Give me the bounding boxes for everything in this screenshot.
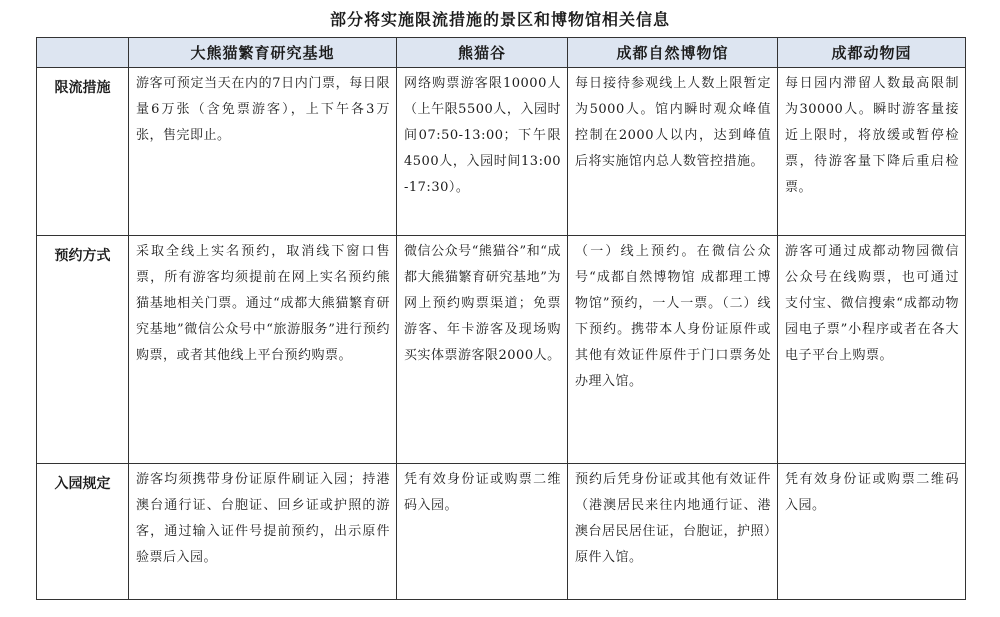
cell-museum-booking: （一）线上预约。在微信公众号“成都自然博物馆 成都理工博物馆”预约，一人一票。（二）线下预约。携带本人身份证原件或其他有效证件原件于门口票务处办理入馆。 <box>568 236 778 464</box>
cell-panda-base-entry: 游客均须携带身份证原件刷证入园；持港澳台通行证、台胞证、回乡证或护照的游客，通过输入证件号提前预约，出示原件验票后入园。 <box>129 464 397 600</box>
cell-panda-base-limit: 游客可预定当天在内的7日内门票，每日限量6万张（含免票游客），上下午各3万张，售完即止。 <box>129 68 397 236</box>
cell-zoo-entry: 凭有效身份证或购票二维码入园。 <box>778 464 966 600</box>
row-label-entry-rules: 入园规定 <box>37 464 129 600</box>
table-row <box>37 464 966 600</box>
cell-museum-limit: 每日接待参观线上人数上限暂定为5000人。馆内瞬时观众峰值控制在2000人以内，达到峰值后将实施馆内总人数管控措施。 <box>568 68 778 236</box>
cell-panda-valley-limit: 网络购票游客限10000人（上午限5500人，入园时间07:50-13:00；下午限4500人，入园时间13:00-17:30）。 <box>397 68 568 236</box>
document-title: 部分将实施限流措施的景区和博物馆相关信息 <box>329 10 670 29</box>
cell-panda-valley-entry: 凭有效身份证或购票二维码入园。 <box>397 464 568 600</box>
cell-panda-valley-booking: 微信公众号“熊猫谷”和“成都大熊猫繁育研究基地”为网上预约购票渠道；免票游客、年卡游客及现场购买实体票游客限2000人。 <box>397 236 568 464</box>
table-row <box>37 236 966 464</box>
table-header-row <box>37 38 966 68</box>
table-row <box>37 68 966 236</box>
info-table <box>36 37 966 600</box>
row-label-booking-method: 预约方式 <box>37 236 129 464</box>
row-label-limit-measures: 限流措施 <box>37 68 129 236</box>
header-natural-history-museum: 成都自然博物馆 <box>568 38 778 68</box>
header-corner-cell <box>37 38 129 68</box>
cell-zoo-limit: 每日园内滞留人数最高限制为30000人。瞬时游客量接近上限时，将放缓或暂停检票，待游客量下降后重启检票。 <box>778 68 966 236</box>
header-panda-base: 大熊猫繁育研究基地 <box>129 38 397 68</box>
header-chengdu-zoo: 成都动物园 <box>778 38 966 68</box>
cell-zoo-booking: 游客可通过成都动物园微信公众号在线购票，也可通过支付宝、微信搜索“成都动物园电子票”小程序或者在各大电子平台上购票。 <box>778 236 966 464</box>
cell-panda-base-booking: 采取全线上实名预约，取消线下窗口售票，所有游客均须提前在网上实名预约熊猫基地相关门票。通过“成都大熊猫繁育研究基地”微信公众号中“旅游服务”进行预约购票，或者其他线上平台预约购票。 <box>129 236 397 464</box>
header-panda-valley: 熊猫谷 <box>397 38 568 68</box>
cell-museum-entry: 预约后凭身份证或其他有效证件（港澳居民来往内地通行证、港澳台居民居住证，台胞证，护照）原件入馆。 <box>568 464 778 600</box>
